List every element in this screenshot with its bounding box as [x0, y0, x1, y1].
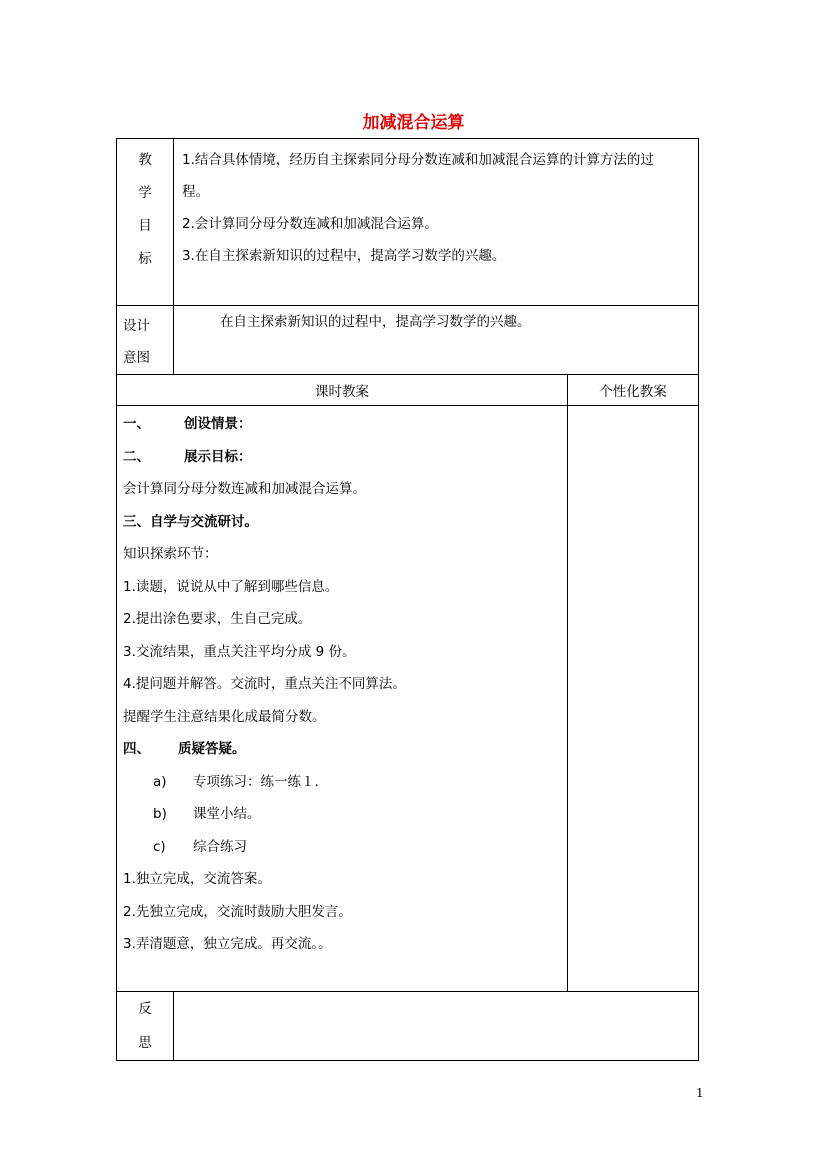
sub-text: 专项练习：练一练１.	[193, 773, 319, 790]
sub-list-item	[123, 831, 561, 864]
goal-item: 2.会计算同分母分数连减和加减混合运算。	[182, 216, 438, 232]
goal-item: 3.在自主探索新知识的过程中，提高学习数学的兴趣。	[182, 248, 506, 264]
list-item: 3.交流结果，重点关注平均分成 9 份。	[123, 643, 356, 660]
goals-label-char: 教	[138, 152, 152, 168]
design-label	[117, 306, 174, 375]
reflect-row	[117, 992, 699, 1061]
design-label-line: 设计	[123, 318, 150, 334]
paragraph: 提醒学生注意结果化成最简分数。	[123, 708, 326, 725]
goals-label-char: 目	[138, 218, 152, 234]
sub-text: 课堂小结。	[193, 806, 261, 822]
goals-content	[174, 139, 699, 306]
goals-row	[117, 139, 699, 306]
lesson-header: 课时教案	[117, 375, 568, 406]
sub-list-item	[123, 798, 561, 831]
section-heading	[123, 733, 561, 766]
list-item: 1.独立完成，交流答案。	[123, 871, 271, 887]
lesson-plan-table	[116, 138, 699, 1061]
list-item: 3.弄清题意，独立完成。再交流。。	[123, 936, 332, 952]
section-title: 展示目标：	[184, 448, 252, 465]
sub-marker: c)	[153, 838, 166, 855]
list-item: 4.提问题并解答。交流时，重点关注不同算法。	[123, 676, 406, 692]
list-item: 1.读题，说说从中了解到哪些信息。	[123, 578, 339, 595]
design-label-line: 意图	[123, 350, 150, 366]
lesson-content	[117, 406, 568, 992]
reflect-label-char: 思	[138, 1035, 152, 1051]
section-number: 二、	[123, 448, 150, 465]
personal-content	[568, 406, 699, 992]
sub-marker: a)	[153, 773, 167, 790]
reflect-label	[117, 992, 174, 1061]
section-heading	[123, 441, 561, 474]
paragraph: 会计算同分母分数连减和加减混合运算。	[123, 481, 366, 497]
goals-label	[117, 139, 174, 306]
design-row	[117, 306, 699, 375]
section-number: 一、	[123, 416, 150, 432]
page-number: 1	[696, 1086, 704, 1100]
sub-list-item	[123, 766, 561, 799]
goals-label-char: 学	[138, 185, 152, 201]
goal-item: 1.结合具体情境，经历自主探索同分母分数连减和加减混合运算的计算方法的过	[182, 152, 654, 168]
section-heading	[123, 408, 561, 441]
section-title: 质疑答疑。	[178, 741, 246, 757]
section-heading: 三、自学与交流研讨。	[123, 513, 258, 530]
reflect-content	[174, 992, 699, 1061]
document-title: 加减混合运算	[362, 113, 465, 133]
design-text: 在自主探索新知识的过程中，提高学习数学的兴趣。	[174, 306, 699, 375]
goal-item: 程。	[182, 184, 209, 200]
section-number: 四、	[123, 741, 150, 757]
content-row	[117, 406, 699, 992]
reflect-label-char: 反	[138, 1001, 152, 1017]
list-item: 2.提出涂色要求，生自己完成。	[123, 611, 312, 627]
goals-label-char: 标	[138, 251, 152, 267]
paragraph: 知识探索环节：	[123, 546, 218, 562]
personal-header: 个性化教案	[568, 375, 699, 406]
header-row	[117, 375, 699, 406]
list-item: 2.先独立完成，交流时鼓励大胆发言。	[123, 903, 352, 920]
sub-text: 综合练习	[193, 838, 247, 855]
section-title: 创设情景：	[184, 416, 252, 432]
sub-marker: b)	[153, 806, 167, 822]
